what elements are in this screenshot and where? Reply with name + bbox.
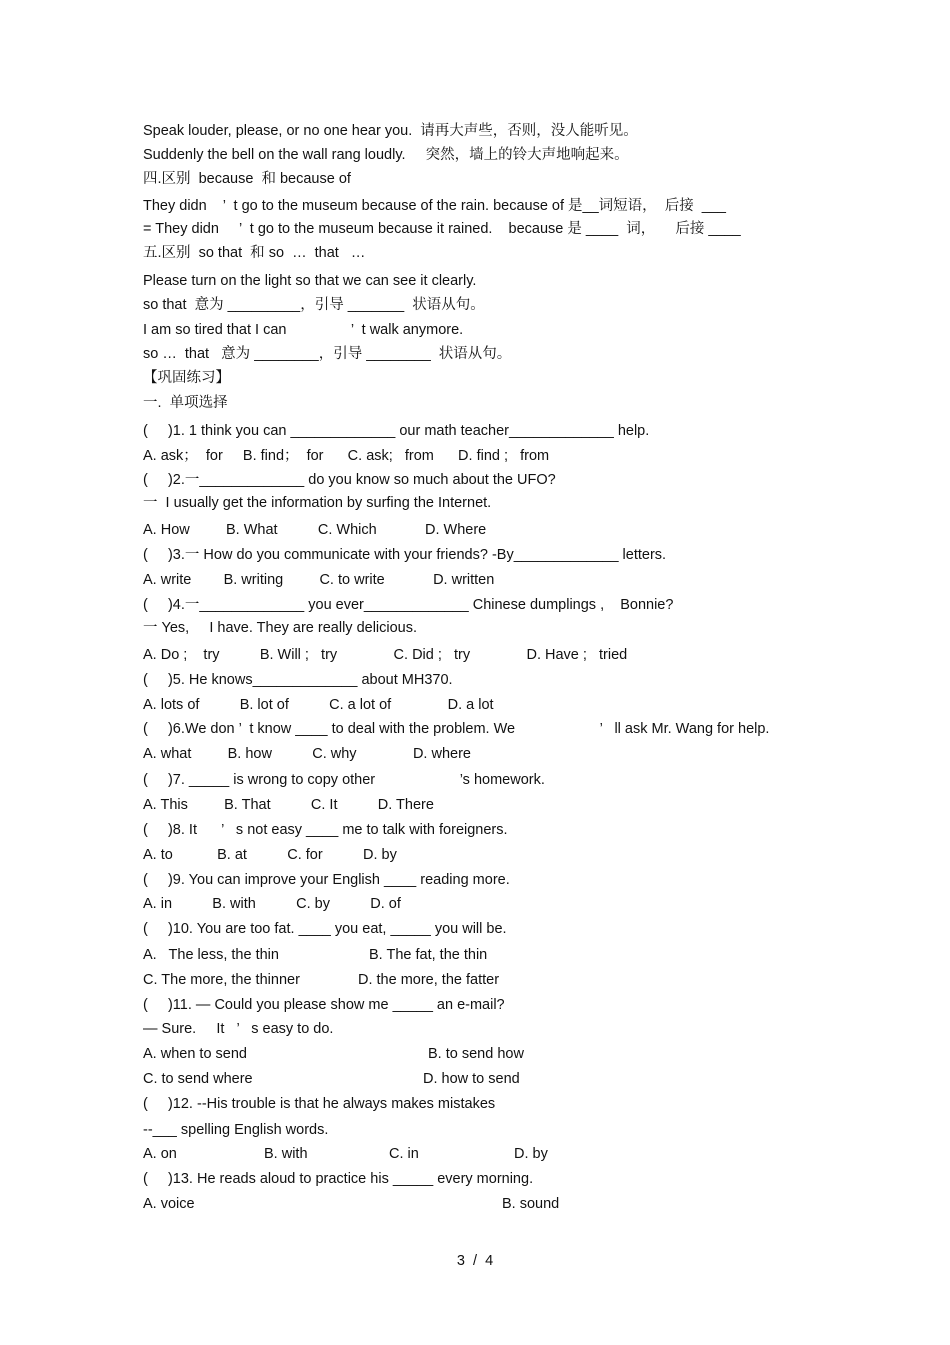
text-line: I am so tired that I can ’ t walk anymore. [143, 322, 464, 338]
section-heading: 五.区别 so that 和 so … that … [143, 245, 366, 261]
text-line: = They didn ’ t go to the museum because it rained. because 是 ____ 词， 后接 ____ [143, 221, 741, 237]
text-line: They didn ’ t go to the museum because of the rain. because of 是__词短语， 后接 ___ [143, 198, 726, 214]
question: ( )3.一 How do you communicate with your friends? -By_____________ letters. [143, 547, 667, 563]
options: A. in B. with C. by D. of [143, 896, 401, 912]
text-line: Suddenly the bell on the wall rang loudly. 突然，墙上的铃大声地响起来。 [143, 147, 629, 163]
option: D. how to send [423, 1071, 520, 1087]
question: ( )8. It ’ s not easy ____ me to talk with foreigners. [143, 822, 508, 838]
page-number: 3 / 4 [456, 1253, 494, 1269]
option: D. the more, the fatter [358, 972, 500, 988]
options: A. write B. writing C. to write D. written [143, 572, 495, 588]
question-line: 一 Yes, I have. They are really delicious. [143, 620, 418, 636]
option: B. to send how [428, 1046, 524, 1062]
question: ( )9. You can improve your English ____ reading more. [143, 872, 510, 888]
option: A. The less, the thin [143, 947, 279, 963]
question-line: — Sure. It ’ s easy to do. [143, 1021, 334, 1037]
text-line: Please turn on the light so that we can see it clearly. [143, 273, 477, 289]
options: A. Do ; try B. Will ; try C. Did ; try D. Have ; tried [143, 647, 628, 663]
question: ( )11. — Could you please show me _____ an e-mail? [143, 997, 505, 1013]
option: B. The fat, the thin [369, 947, 488, 963]
question: ( )10. You are too fat. ____ you eat, _____ you will be. [143, 921, 507, 937]
options: A. what B. how C. why D. where [143, 746, 471, 762]
question: ( )5. He knows_____________ about MH370. [143, 672, 453, 688]
question: ( )1. 1 think you can _____________ our math teacher_____________ help. [143, 423, 650, 439]
question: ( )2.一_____________ do you know so much about the UFO? [143, 472, 556, 488]
question-line: --___ spelling English words. [143, 1122, 329, 1138]
text-line: so … that 意为 ________，引导 ________ 状语从句。 [143, 346, 512, 362]
text-line: so that 意为 _________，引导 _______ 状语从句。 [143, 297, 485, 313]
options: A. How B. What C. Which D. Where [143, 522, 487, 538]
question: ( )12. --His trouble is that he always makes mistakes [143, 1096, 496, 1112]
option: D. by [514, 1146, 548, 1162]
section-heading: 一. 单项选择 [143, 395, 228, 411]
option: C. in [389, 1146, 419, 1162]
question: ( )13. He reads aloud to practice his _____ every morning. [143, 1171, 534, 1187]
options: A. lots of B. lot of C. a lot of D. a lot [143, 697, 494, 713]
question: ( )4.一_____________ you ever_____________ Chinese dumplings , Bonnie? [143, 597, 674, 613]
options: A. This B. That C. It D. There [143, 797, 434, 813]
option: C. to send where [143, 1071, 253, 1087]
text-line: Speak louder, please, or no one hear you. 请再大声些，否则，没人能听见。 [143, 123, 638, 139]
option: A. voice [143, 1196, 195, 1212]
question: ( )7. _____ is wrong to copy other ’s homework. [143, 772, 545, 788]
question-line: 一 I usually get the information by surfing the Internet. [143, 495, 492, 511]
section-heading: 四.区别 because 和 because of [143, 171, 351, 187]
section-heading: 【巩固练习】 [143, 370, 230, 386]
option: B. with [264, 1146, 308, 1162]
option: A. on [143, 1146, 177, 1162]
option: B. sound [502, 1196, 560, 1212]
question: ( )6.We don ’ t know ____ to deal with the problem. We ’ ll ask Mr. Wang for help. [143, 721, 770, 737]
option: C. The more, the thinner [143, 972, 300, 988]
options: A. ask； for B. find； for C. ask; from D. find ; from [143, 448, 550, 464]
options: A. to B. at C. for D. by [143, 847, 397, 863]
option: A. when to send [143, 1046, 247, 1062]
